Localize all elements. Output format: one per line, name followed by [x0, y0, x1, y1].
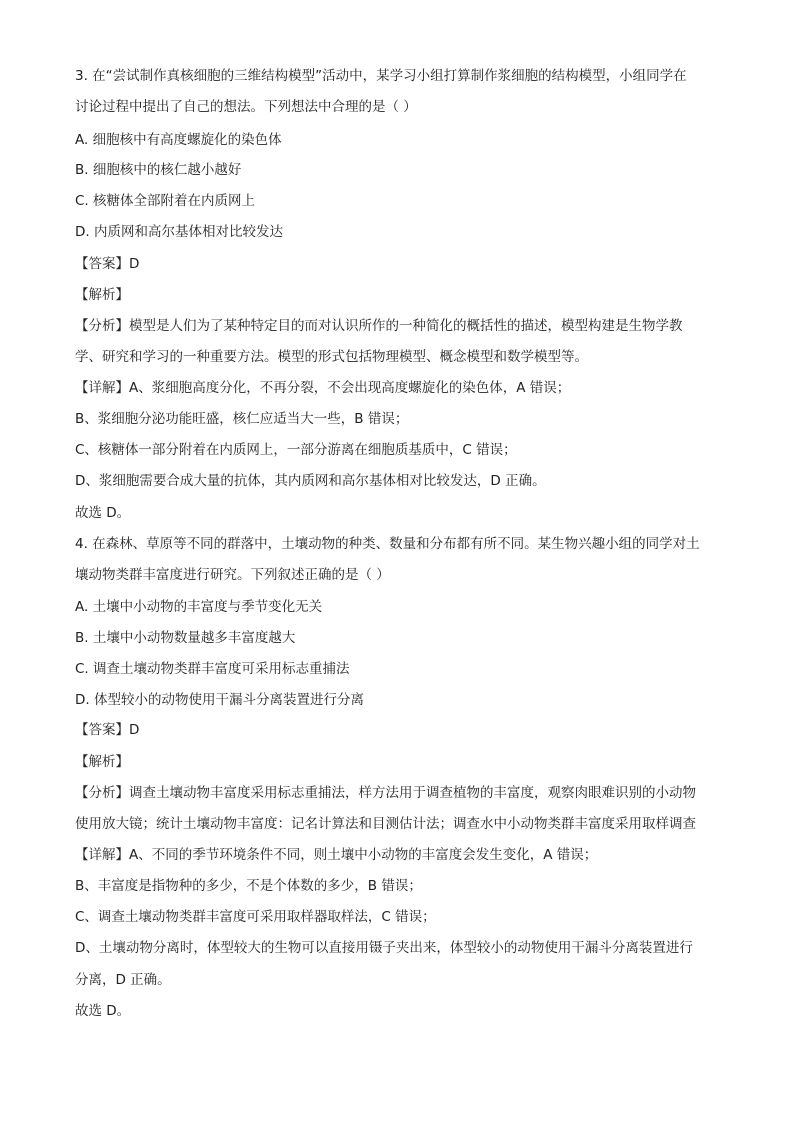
q3-stem-line-1: 3. 在“尝试制作真核细胞的三维结构模型”活动中，某学习小组打算制作浆细胞的结构模型，小组同学在 [75, 68, 687, 84]
q4-conclusion: 故选 D。 [75, 1003, 131, 1019]
q4-detail-line-5: 分离，D 正确。 [75, 972, 171, 988]
q3-fenxi-line-2: 学、研究和学习的一种重要方法。模型的形式包括物理模型、概念模型和数学模型等。 [75, 349, 588, 365]
q4-detail-line-3: C、调查土壤动物类群丰富度可采用取样器取样法，C 错误； [75, 909, 436, 925]
q3-fenxi-line-1: 【分析】模型是人们为了某种特定目的而对认识所作的一种简化的概括性的描述，模型构建是生物学教 [75, 318, 683, 334]
q3-option-d: D. 内质网和高尔基体相对比较发达 [75, 224, 283, 240]
q3-answer-value: D [129, 256, 140, 272]
q4-analysis-heading: 【解析】 [75, 754, 129, 770]
q4-detail-line-2: B、丰富度是指物种的多少，不是个体数的多少，B 错误； [75, 878, 422, 894]
q3-analysis-heading: 【解析】 [75, 287, 129, 303]
q4-fenxi-line-2: 使用放大镜；统计土壤动物丰富度：记名计算法和目测估计法；调查水中小动物类群丰富度采用取样调查 [75, 816, 696, 832]
q3-conclusion: 故选 D。 [75, 505, 131, 521]
q3-detail-line-3: C、核糖体一部分附着在内质网上，一部分游离在细胞质基质中，C 错误； [75, 442, 517, 458]
q4-stem-line-2: 壤动物类群丰富度进行研究。下列叙述正确的是（ ） [75, 567, 390, 583]
q4-option-b: B. 土壤中小动物数量越多丰富度越大 [75, 630, 296, 646]
q4-answer-tag: 【答案】 [75, 722, 129, 738]
q4-detail-line-1: 【详解】A、不同的季节环境条件不同，则土壤中小动物的丰富度会发生变化，A 错误； [75, 847, 598, 863]
q3-detail-line-2: B、浆细胞分泌功能旺盛，核仁应适当大一些，B 错误； [75, 411, 409, 427]
q3-stem-line-2: 讨论过程中提出了自己的想法。下列想法中合理的是（ ） [75, 99, 417, 115]
q3-option-c: C. 核糖体全部附着在内质网上 [75, 193, 256, 209]
q4-answer-line [75, 720, 725, 740]
q4-option-c: C. 调查土壤动物类群丰富度可采用标志重捕法 [75, 661, 350, 677]
q4-detail-line-4: D、土壤动物分离时，体型较大的生物可以直接用镊子夹出来，体型较小的动物使用干漏斗分离装置进行 [75, 940, 693, 956]
q4-option-d: D. 体型较小的动物使用干漏斗分离装置进行分离 [75, 692, 364, 708]
q3-option-a: A. 细胞核中有高度螺旋化的染色体 [75, 132, 282, 148]
q3-answer-tag: 【答案】 [75, 256, 129, 272]
q3-detail-line-4: D、浆细胞需要合成大量的抗体，其内质网和高尔基体相对比较发达，D 正确。 [75, 473, 546, 489]
q4-fenxi-line-1: 【分析】调查土壤动物丰富度采用标志重捕法，样方法用于调查植物的丰富度，观察肉眼难识别的小动物 [75, 785, 696, 801]
q3-detail-line-1: 【详解】A、浆细胞高度分化，不再分裂，不会出现高度螺旋化的染色体，A 错误； [75, 380, 571, 396]
q4-option-a: A. 土壤中小动物的丰富度与季节变化无关 [75, 599, 323, 615]
q4-answer-value: D [129, 722, 140, 738]
q3-answer-line [75, 254, 725, 274]
q4-stem-line-1: 4. 在森林、草原等不同的群落中，土壤动物的种类、数量和分布都有所不同。某生物兴趣小组的同学对土 [75, 536, 700, 552]
q3-option-b: B. 细胞核中的核仁越小越好 [75, 162, 242, 178]
